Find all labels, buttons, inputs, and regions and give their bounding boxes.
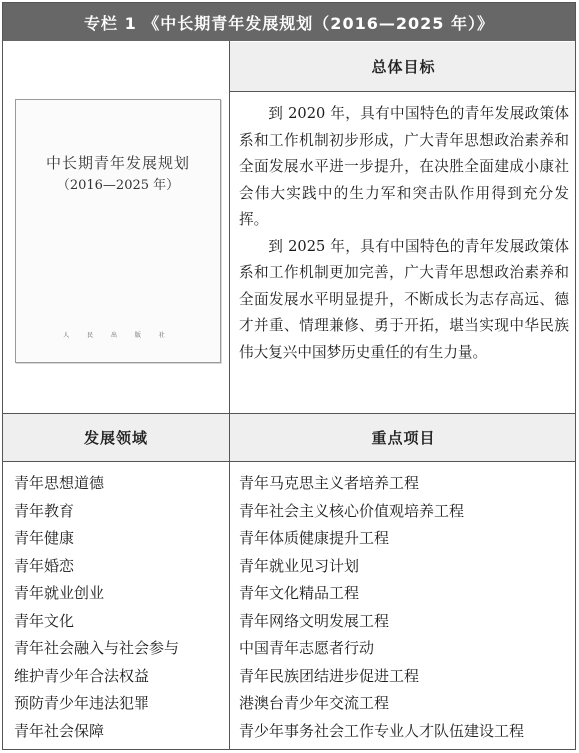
list-item: 青年体质健康提升工程: [239, 529, 390, 547]
box-title-banner: [3, 3, 575, 41]
projects-list: [239, 470, 574, 745]
list-item: 预防青少年违法犯罪: [14, 694, 150, 712]
cover-subtitle: （2016—2025 年）: [56, 178, 180, 193]
cover-publisher: 人 民 出 版 社: [63, 332, 173, 339]
list-item: 青年健康: [14, 529, 75, 547]
list-item: 青年民族团结进步促进工程: [239, 666, 420, 685]
goals-header: [230, 42, 576, 91]
list-item: 中国青年志愿者行动: [239, 639, 375, 657]
list-item: 青年婚恋: [14, 556, 75, 575]
goals-paragraph-2025: 到 2025 年，具有中国特色的青年发展政策体系和工作机制更加完善，广大青年思想政治素养和全面发展水平明显提升，不断成长为志存高远、德才并重、情理兼修、勇于开拓，堪当实现中华民族伟大复兴中国梦历史重任的有生力量。: [239, 237, 569, 361]
projects-header: [230, 414, 576, 461]
list-item: 青年社会主义核心价值观培养工程: [239, 501, 465, 520]
list-item: 青年就业见习计划: [239, 556, 360, 575]
list-item: 青年社会融入与社会参与: [14, 639, 180, 657]
areas-list: [14, 470, 229, 745]
goals-header-label: 总体目标: [371, 58, 436, 76]
box-title: 专栏 1 《中长期青年发展规划（2016—2025 年）》: [84, 13, 494, 33]
feature-box: [2, 2, 576, 750]
list-item: 青年思想道德: [14, 474, 105, 492]
row-divider: [229, 91, 576, 92]
areas-header: [3, 414, 229, 461]
list-item: 青年文化: [14, 611, 75, 630]
cover-title: 中长期青年发展规划: [45, 154, 190, 172]
list-item: 港澳台青少年交流工程: [239, 694, 390, 712]
row-divider: [3, 461, 575, 462]
list-item: 青年马克思主义者培养工程: [239, 474, 420, 492]
goals-text: [239, 101, 569, 366]
list-item: 青年就业创业: [14, 584, 105, 602]
column-divider: [229, 41, 230, 750]
list-item: 青年文化精品工程: [239, 584, 360, 602]
areas-header-label: 发展领域: [83, 429, 148, 447]
list-item: 青年社会保障: [14, 721, 105, 740]
list-item: 青少年事务社会工作专业人才队伍建设工程: [239, 721, 525, 740]
goals-paragraph-2020: 到 2020 年，具有中国特色的青年发展政策体系和工作机制初步形成，广大青年思想政治素养和全面发展水平进一步提升，在决胜全面建成小康社会伟大实践中的生力军和突击队作用得到充分发挥。: [239, 105, 569, 228]
list-item: 维护青少年合法权益: [14, 666, 150, 685]
projects-header-label: 重点项目: [371, 429, 436, 447]
list-item: 青年教育: [14, 501, 75, 520]
list-item: 青年网络文明发展工程: [239, 611, 390, 630]
book-cover-image: [15, 99, 221, 363]
